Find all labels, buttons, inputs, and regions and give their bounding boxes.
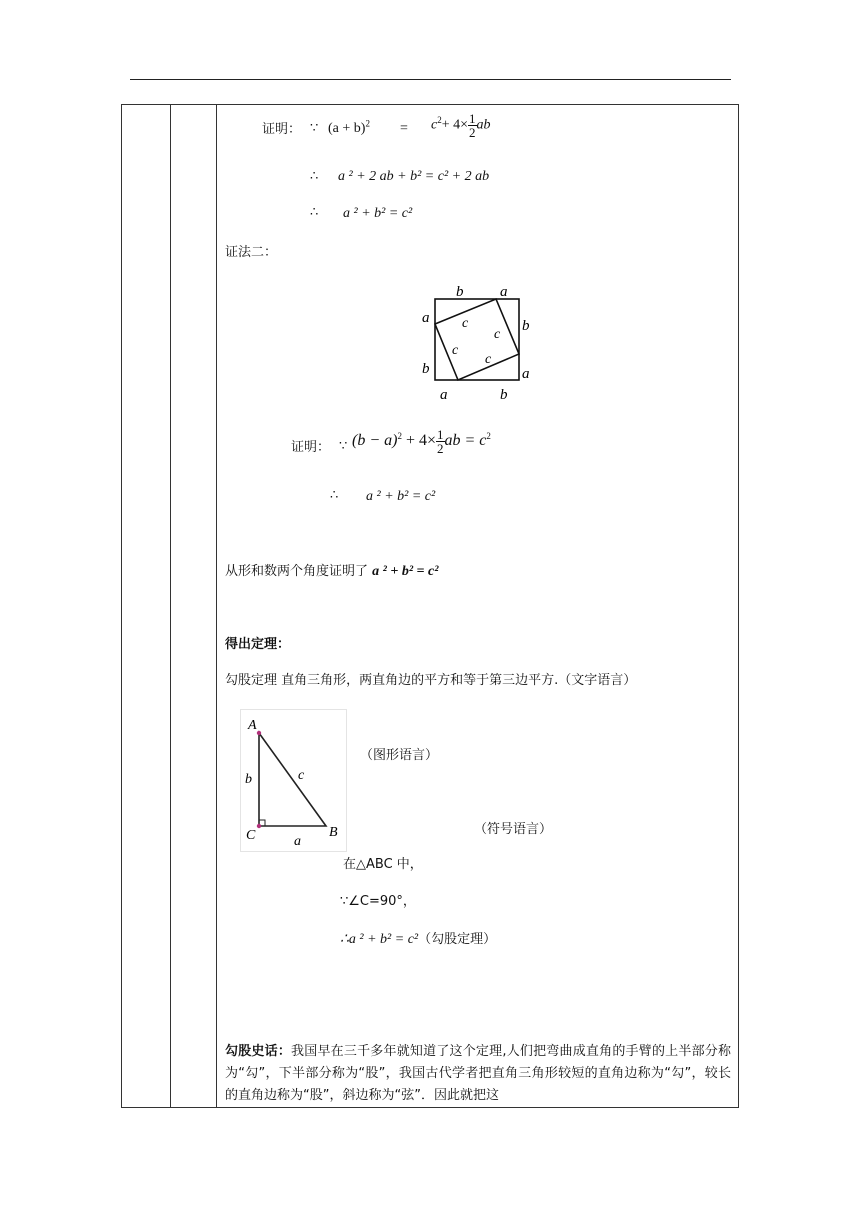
label-c-4: c (485, 352, 492, 367)
lesson-table (121, 104, 739, 1108)
therefore-symbol: ∴ (330, 488, 339, 503)
proof1-conclusion: a ² + b² = c² (343, 206, 413, 221)
fraction-one-half: $\frac{1}{2}$ (437, 427, 444, 456)
side-c-label: c (298, 768, 305, 783)
method2-label: 证法二： (225, 245, 278, 260)
therefore-symbol: ∴ (310, 169, 319, 184)
label-a-left: a (422, 310, 430, 326)
because-symbol: ∵ (310, 121, 319, 136)
label-c-3: c (452, 343, 459, 358)
label-b-left: b (422, 361, 430, 377)
header-rule (130, 79, 731, 80)
history-paragraph (225, 1041, 731, 1107)
vertex-a-label: A (248, 718, 257, 733)
column-divider-2 (216, 105, 217, 1107)
therefore-symbol: ∴ (310, 205, 319, 220)
label-c-1: c (462, 316, 469, 331)
square-proof-diagram (410, 278, 540, 404)
symbol-line-3: ∴a ² + b² = c²（勾股定理） (340, 932, 497, 947)
symbol-language-caption: （符号语言） (474, 822, 553, 837)
label-c-2: c (494, 327, 501, 342)
label-b-bottom: b (500, 387, 508, 403)
because-symbol: ∵ (339, 439, 348, 454)
figure-language-caption: （图形语言） (360, 748, 439, 763)
proof2-equation: $(b - a)^2 + 4\times$ $\frac{1}{2}$ ab = $c^2$ (352, 427, 491, 456)
vertex-c-label: C (246, 828, 256, 843)
label-a-right: a (522, 366, 530, 382)
label-a-top: a (500, 284, 508, 300)
proof1-rhs: $c^2+ 4\times$ $\frac{1}{2}$ ab (431, 111, 491, 140)
symbol-line-2: ∵∠C=90°， (340, 894, 416, 909)
proof2-label: 证明： (291, 440, 331, 455)
history-body: 我国早在三千多年就知道了这个定理,人们把弯曲成直角的手臂的上半部分称为“勾”，下半部分称为“股”，我国古代学者把直角三角形较短的直角边称为“勾”，较长的直角边称为“股”，斜边称为“弦”．因此就把这 (225, 1044, 731, 1103)
proof1-expansion: a ² + 2 ab + b² = c² + 2 ab (338, 169, 490, 184)
theorem-statement: 勾股定理 直角三角形，两直角边的平方和等于第三边平方.（文字语言） (225, 673, 637, 688)
label-a-bottom: a (440, 387, 448, 403)
label-b-right: b (522, 318, 530, 334)
theorem-heading: 得出定理： (225, 637, 291, 652)
proof1-equals: = (400, 121, 408, 136)
symbol-line-1: 在△ABC 中， (343, 857, 423, 872)
proof1-lhs: $(a + b)^2$ (328, 118, 370, 136)
vertex-b-label: B (329, 825, 338, 840)
history-title: 勾股史话： (225, 1044, 292, 1059)
column-divider-1 (170, 105, 171, 1107)
right-triangle-figure (240, 709, 347, 852)
label-b-top: b (456, 284, 464, 300)
side-b-label: b (245, 772, 252, 787)
summary-text: 从形和数两个角度证明了 a ² + b² = c² (225, 564, 439, 579)
proof1-label: 证明： (262, 122, 302, 137)
fraction-one-half: $\frac{1}{2}$ (469, 111, 476, 140)
proof2-conclusion: a ² + b² = c² (366, 489, 436, 504)
side-a-label: a (294, 834, 301, 849)
